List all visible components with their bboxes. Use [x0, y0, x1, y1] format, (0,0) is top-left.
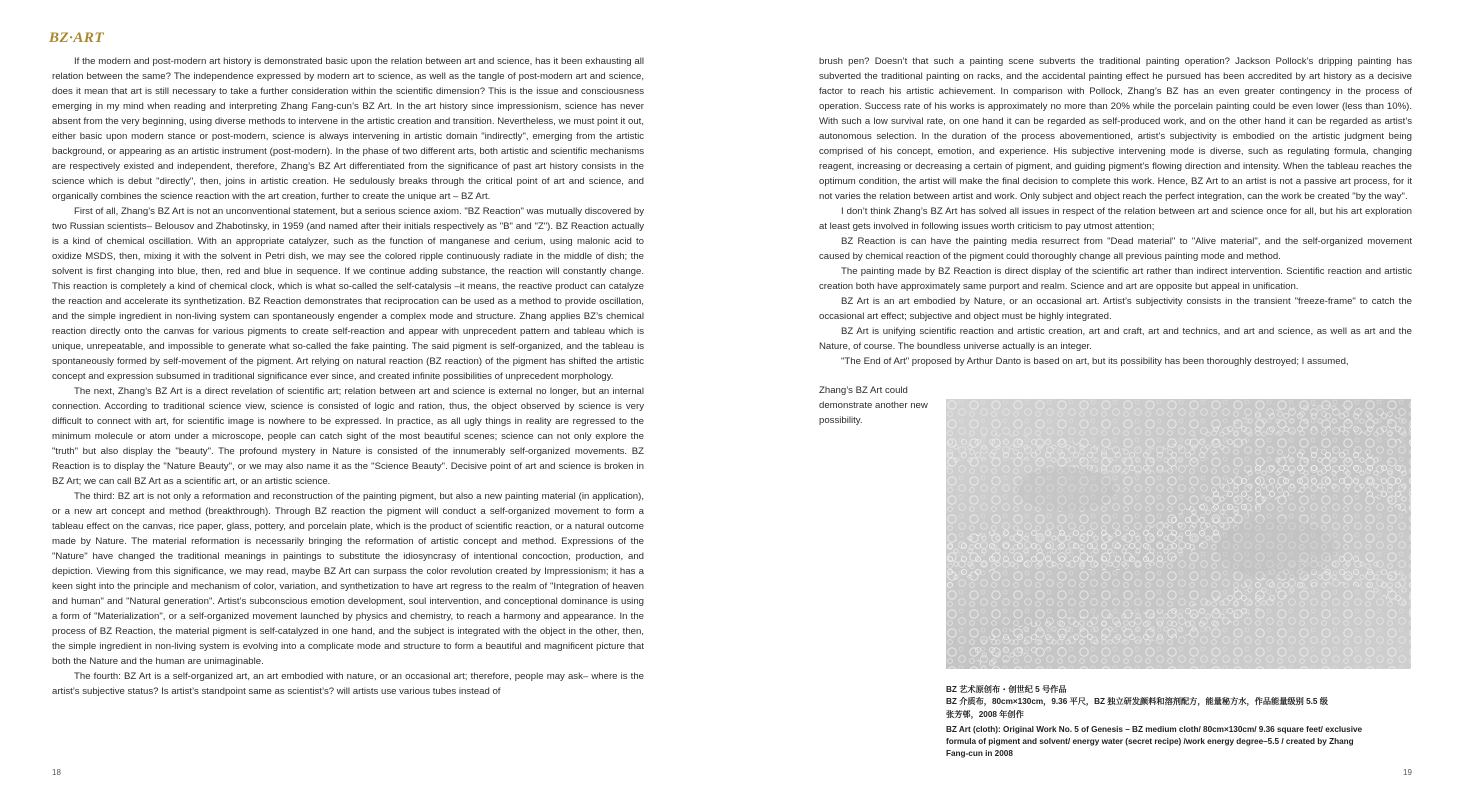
right-paragraph-3: BZ Reaction is can have the painting media resurrect from "Dead material" to "Alive material", and the self-organized movement caused by chemical reaction of the pigment could thoroughly change all previous painting mode and method.	[819, 236, 1412, 262]
right-paragraph-2: I don’t think Zhang’s BZ Art has solved all issues in respect of the relation between art and science once for all, but his art exploration at least gets involved in following issues worth criticism to pay utmost attention;	[819, 206, 1412, 232]
right-paragraph-1: brush pen? Doesn’t that such a painting scene subverts the traditional painting operation? Jackson Pollock’s dripping painting has subverted the traditional painting on racks, and the accidental painting effect he pursued has been accredited by art history as a decisive factor to reach his artistic achievement. In comparison with Pollock, Zhang’s BZ has an even greater contingency in the process of operation. Success rate of his works is approximately no more than 20% while the porcelain painting could be even lower (less than 10%). With such a low survival rate, on one hand it can be regarded as self-produced work, and on the other hand it can be regarded as artist’s autonomous selection. In the duration of the process abovementioned, artist’s subjectivity is embodied on the artistic judgment being comprised of his concept, emotion, and experience. His subjective intervening mode is diverse, such as regulating formula, changing reagent, increasing or decreasing a certain of pigment, and guiding pigment’s flowing direction and intensity. When the tableau reaches the optimum condition, the artist will make the final decision to complete this work. Hence, BZ Art to an artist is not a passive art process, for it not varies the relation between artist and work. Only subject and object reach the perfect integration, can the work be created "by the way".	[819, 56, 1412, 202]
bz-art-logo: BZ·ART	[49, 30, 105, 46]
left-page	[0, 0, 731, 808]
wrapped-text-beside-image: Zhang’s BZ Art could demonstrate another new possibility.	[819, 385, 928, 426]
right-paragraph-6: BZ Art is unifying scientific reaction and artistic creation, art and craft, art and technics, and art and science, as well as art and the Nature, of course. The boundless universe actually is an integer.	[819, 326, 1412, 352]
bz-art-painting-image	[946, 399, 1411, 669]
right-text-column	[819, 54, 1412, 369]
caption-chinese-title: BZ 艺术原创布・创世纪 5 号作品	[946, 685, 1067, 694]
left-paragraph-2: First of all, Zhang’s BZ Art is not an unconventional statement, but a serious science axiom. "BZ Reaction" was mutually discovered by two Russian scientists– Belousov and Zhabotinsky, in 1959 (and named after their initials respectively as "B" and "Z"). BZ Reaction actually is a kind of chemical oscillation. With an appropriate catalyzer, such as the function of manganese and cerium, using malonic acid to oxidize MSDS, then, mixing it with the solvent in Petri dish, we may see the colored ripple continuously radiate in the middle of dish; the solvent is first changing into blue, then, red and blue in sequence. If we continue adding substance, the reaction will constantly change. This reaction is completely a kind of chemical clock, which is what so-called the self-catalysis –it means, the reactive product can catalyze the reaction and accelerate its synthetization. BZ Reaction demonstrates that reciprocation can be used as a method to provide oscillation, and the simple ingredient in non-living system can spontaneously engender a complex mode and structure. Zhang applies BZ’s chemical reaction directly onto the canvas for various pigments to create self-reaction and appear with unprecedent pattern and tableau which is unique, unrepeatable, and impossible to generate what so-called the fake painting. The said pigment is self-organized, and the tableau is spontaneously formed by self-movement of the pigment. Art relying on natural reaction (BZ reaction) of the pigment has shifted the artistic concept and expression subsumed in traditional significance ever since, and created infinite possibilities of unprecedent morphology.	[52, 206, 644, 382]
right-paragraph-7: "The End of Art" proposed by Arthur Danto is based on art, but its possibility has been thoroughly destroyed; I assumed,	[841, 356, 1349, 367]
left-paragraph-3: The next, Zhang’s BZ Art is a direct revelation of scientific art; relation between art and science is external no longer, but an internal connection. According to traditional science view, science is consisted of logic and ration, thus, the object observed by science is very difficult to connect with art, for scientific image is nowhere to be expressed. In practice, as all ugly things in reality are regressed to the minimum molecule or atom under a microscope, people can catch sight of the most beautiful scenes; science can not only explore the "truth" but also display the "beauty". The profound mystery in Nature is consisted of the innumerably self-organized movements. BZ Reaction is to display the "Nature Beauty", or we may also name it as the "Science Beauty". Decisive point of art and science is broken in BZ Art; we can call BZ Art as a scientific art, or an artistic science.	[52, 386, 644, 487]
left-paragraph-1: If the modern and post-modern art history is demonstrated basic upon the relation between art and science, has it been exhausting all relation between the same? The independence expressed by modern art to science, as well as the tangle of post-modern art and science, does it mean that art is still necessary to take a further consideration within the scientific dimension? This is the issue and consciousness emerging in my mind when reading and interpreting Zhang Fang-cun’s BZ Art. In the art history since impressionism, science has never absent from the very beginning, using diverse methods to intervene in the artistic creation and transition. Nevertheless, we must point it out, either basic upon modern stance or post-modern, science is always intervening in artistic domain "indirectly", emerging from the artistic background, or appearing as an artistic instrument (post-modern). In the phase of two different arts, both artistic and scientific mechanisms are respectively existed and independent, therefore, Zhang’s BZ Art differentiated from the significance of past art history consists in the science which is debut "directly", then, joins in artistic creation. He sedulously breaks through the critical point of art and science, and organically combines the science reaction with the art creation, further to create the unique art – BZ Art.	[52, 56, 644, 202]
caption-chinese-author: 张芳邨，2008 年创作	[946, 709, 1024, 719]
page-number-left: 18	[52, 768, 61, 777]
right-page	[731, 0, 1463, 808]
left-text-column	[52, 54, 644, 699]
left-paragraph-5: The fourth: BZ Art is a self-organized art, an art embodied with nature, or an occasional art; therefore, people may ask– where is the artist’s subjective status? Is artist’s standpoint same as scientist’s? will artists use various tubes instead of	[52, 671, 644, 697]
right-paragraph-5: BZ Art is an art embodied by Nature, or an occasional art. Artist’s subjectivity consists in the transient "freeze-frame" to catch the occasional art effect; subjective and object must be highly integrated.	[819, 296, 1412, 322]
right-paragraph-4: The painting made by BZ Reaction is direct display of the scientific art rather than indirect intervention. Scientific reaction and artistic creation both have approximately same purport and realm. Science and art are opposite but appeal in unification.	[819, 266, 1412, 292]
caption-chinese-details: BZ 介质布，80cm×130cm，9.36 平尺，BZ 独立研发颜料和溶剂配方，能量秘方水，作品能量级别 5.5 级	[946, 697, 1328, 707]
caption-english: BZ Art (cloth): Original Work No. 5 of Genesis – BZ medium cloth/ 80cm×130cm/ 9.36 square feet/ exclusive formula of pigment and solvent/ energy water (secret recipe) /work energy degree–5.5 / created by Zhang Fang-cun in 2008	[946, 724, 1363, 759]
image-caption	[946, 684, 1376, 761]
page-number-right: 19	[1403, 768, 1412, 777]
left-paragraph-4: The third: BZ art is not only a reformation and reconstruction of the painting pigment, but also a new painting material (in application), or a new art concept and method (breakthrough). Through BZ reaction the pigment will conduct a self-organized movement to form a tableau effect on the canvas, rice paper, glass, pottery, and porcelain plate, which is the product of scientific reaction, or a natural outcome made by Nature. The material reformation is necessarily bringing the reformation of artistic concept and method. Expressions of the "Nature" have changed the traditional meanings in paintings to substitute the idiosyncrasy of intentional concoction, production, and depiction. Viewing from this significance, we may read, maybe BZ Art can surpass the color revolution created by Impressionism; it has a keen sight into the principle and mechanism of color, variation, and synthetization to have art regress to the realm of "Integration of heaven and human" and "Natural generation". Artist’s subconscious emotion development, soul intervention, and conceptional dominance is using a form of "Materialization", or a self-organized movement launched by physics and chemistry, to reach a harmony and appearance. In the process of BZ Reaction, the material pigment is self-catalyzed in one hand, and the subject is integrated with the object in the other, then, the simple ingredient in non-living system is evolving into a complicate mode and structure to form a beautiful and magnificent picture that both the Nature and the human are unimaginable.	[52, 491, 644, 667]
